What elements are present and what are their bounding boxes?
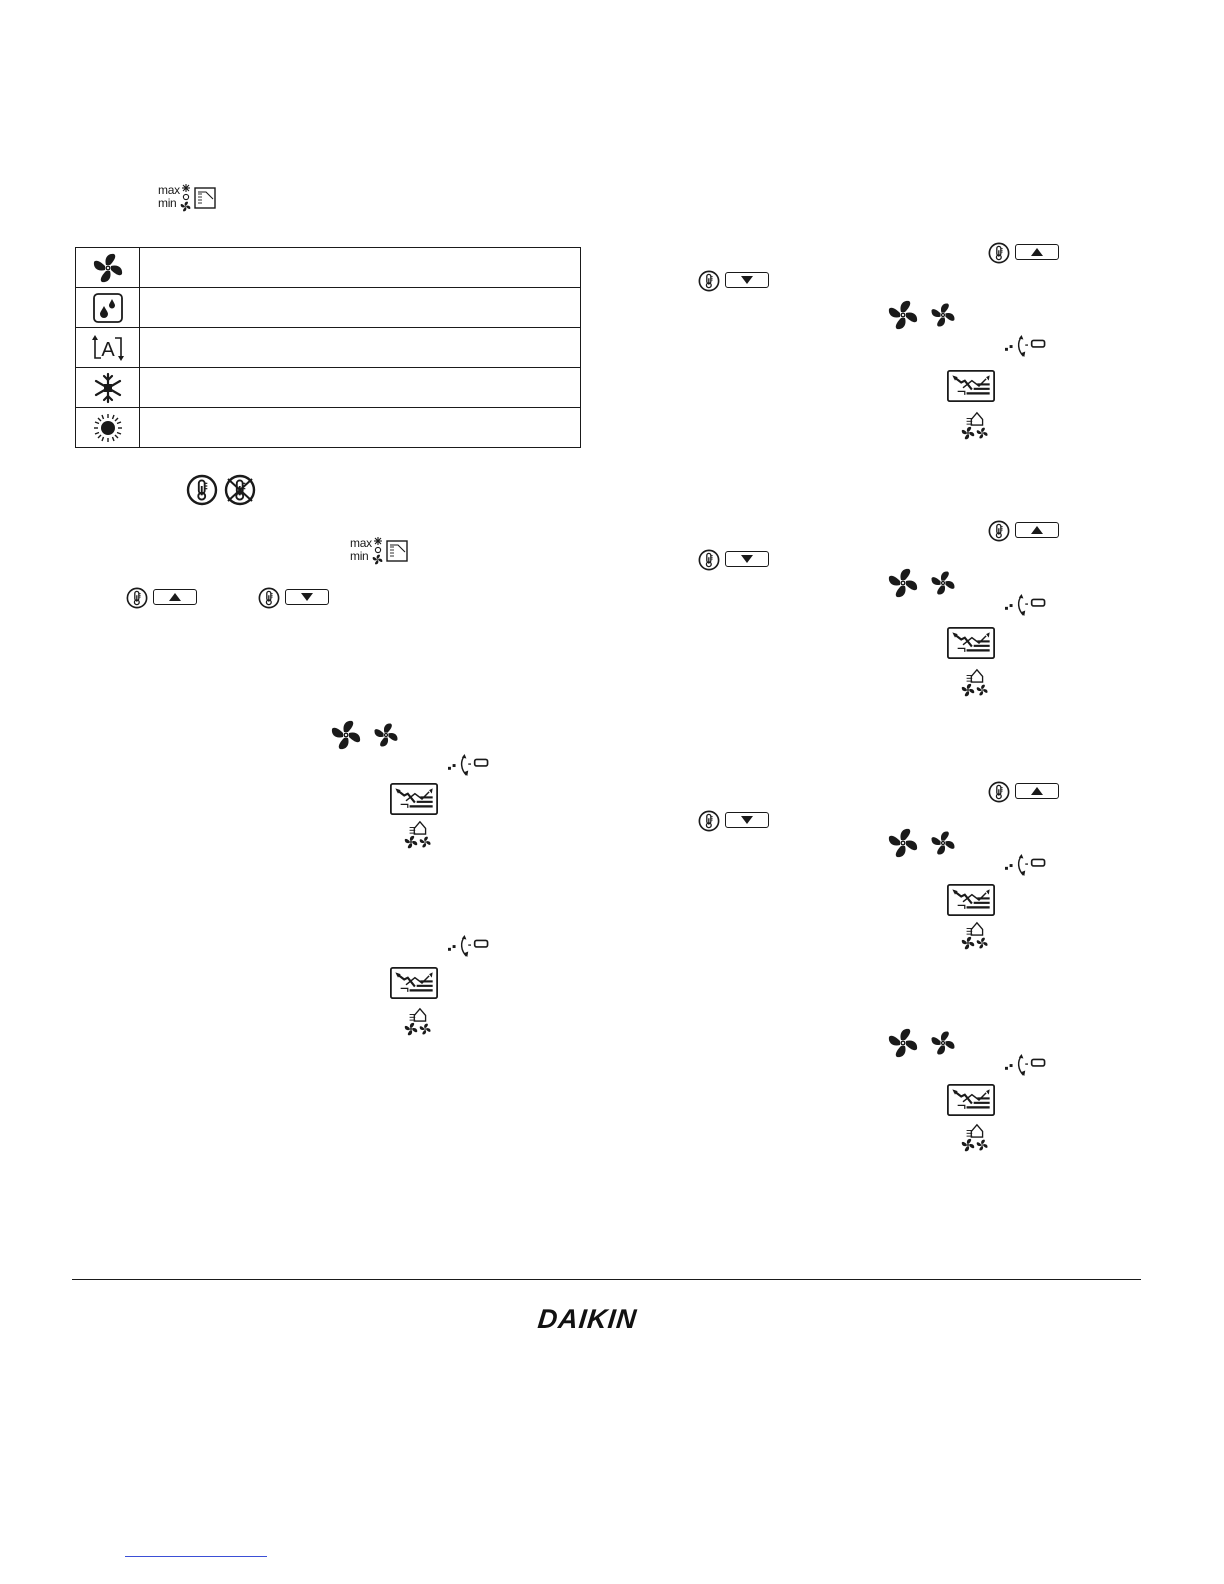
cool-heat-fan-small-icon <box>371 536 385 564</box>
fan-high-icon <box>330 719 362 751</box>
down-key[interactable] <box>725 551 769 567</box>
louver-swing-icon <box>1005 593 1051 617</box>
bottom-link-underline[interactable] <box>125 1556 267 1557</box>
mode-row-text <box>140 328 581 368</box>
svg-text:A: A <box>100 338 115 361</box>
house-fans-icon <box>403 819 435 851</box>
arrow-down-icon <box>301 593 313 601</box>
min-label: min <box>350 549 369 563</box>
temperature-down-button[interactable] <box>698 549 770 571</box>
temperature-up-button[interactable] <box>126 587 198 609</box>
louver-swing-icon <box>1005 853 1051 877</box>
min-label: min <box>158 196 177 210</box>
max-label: max <box>158 183 180 197</box>
temperature-down-button[interactable] <box>258 587 330 609</box>
setpoint-limit-icon-2 <box>350 536 412 566</box>
up-key[interactable] <box>1015 522 1059 538</box>
fan-low-icon <box>930 1030 956 1056</box>
house-fans-icon <box>960 1122 992 1154</box>
ventilation-icon <box>388 783 440 815</box>
fan-mode-icon <box>92 252 124 284</box>
mode-row-fan <box>76 248 581 288</box>
thermostat-disabled-icon <box>223 474 257 506</box>
louver-swing-icon <box>1005 1053 1051 1077</box>
arrow-up-icon <box>1031 787 1043 795</box>
mode-row-text <box>140 288 581 328</box>
thermostat-icon <box>988 520 1010 542</box>
temperature-down-button[interactable] <box>698 810 770 832</box>
fan-high-icon <box>887 1027 919 1059</box>
mode-row-auto <box>76 328 581 368</box>
temperature-up-button[interactable] <box>988 242 1060 264</box>
up-key[interactable] <box>1015 783 1059 799</box>
mode-row-text <box>140 248 581 288</box>
arrow-down-icon <box>741 276 753 284</box>
ventilation-icon <box>945 370 997 402</box>
fan-low-icon <box>930 830 956 856</box>
up-key[interactable] <box>153 589 197 605</box>
down-key[interactable] <box>725 272 769 288</box>
arrow-up-icon <box>169 593 181 601</box>
up-key[interactable] <box>1015 244 1059 260</box>
ventilation-icon <box>945 884 997 916</box>
fan-low-icon <box>930 302 956 328</box>
house-fans-icon <box>960 667 992 699</box>
curve-chart-icon <box>386 540 408 562</box>
setpoint-limit-icon <box>158 183 220 213</box>
fan-low-icon <box>930 570 956 596</box>
arrow-down-icon <box>741 816 753 824</box>
arrow-down-icon <box>741 555 753 563</box>
temperature-down-button[interactable] <box>698 270 770 292</box>
arrow-up-icon <box>1031 526 1043 534</box>
ventilation-icon <box>945 1084 997 1116</box>
curve-chart-icon <box>194 187 216 209</box>
cooling-mode-icon <box>92 372 124 404</box>
temperature-up-button[interactable] <box>988 520 1060 542</box>
ventilation-icon <box>945 627 997 659</box>
mode-row-heat <box>76 408 581 448</box>
down-key[interactable] <box>285 589 329 605</box>
auto-mode-icon <box>89 332 127 364</box>
dry-mode-icon <box>92 292 124 324</box>
thermostat-icon <box>126 587 148 609</box>
mode-row-dry <box>76 288 581 328</box>
louver-swing-icon <box>448 934 494 958</box>
thermostat-icon <box>698 549 720 571</box>
louver-swing-icon <box>1005 334 1051 358</box>
thermostat-icon <box>988 781 1010 803</box>
thermostat-icon <box>258 587 280 609</box>
mode-row-cool <box>76 368 581 408</box>
fan-high-icon <box>887 827 919 859</box>
house-fans-icon <box>403 1006 435 1038</box>
max-label: max <box>350 536 372 550</box>
down-key[interactable] <box>725 812 769 828</box>
fan-high-icon <box>887 567 919 599</box>
ventilation-icon <box>388 967 440 999</box>
fan-low-icon <box>373 722 399 748</box>
mode-row-text <box>140 408 581 448</box>
house-fans-icon <box>960 410 992 442</box>
cool-heat-fan-small-icon <box>179 183 193 211</box>
temperature-up-button[interactable] <box>988 781 1060 803</box>
louver-swing-icon <box>448 753 494 777</box>
heating-mode-icon <box>92 412 124 444</box>
mode-table <box>75 247 581 448</box>
mode-row-text <box>140 368 581 408</box>
footer-divider <box>72 1279 1141 1280</box>
thermostat-icon <box>698 270 720 292</box>
fan-high-icon <box>887 299 919 331</box>
house-fans-icon <box>960 920 992 952</box>
brand-logo: DAIKIN <box>536 1304 639 1334</box>
arrow-up-icon <box>1031 248 1043 256</box>
thermostat-icon <box>186 474 218 506</box>
thermostat-icon <box>698 810 720 832</box>
thermostat-icon <box>988 242 1010 264</box>
